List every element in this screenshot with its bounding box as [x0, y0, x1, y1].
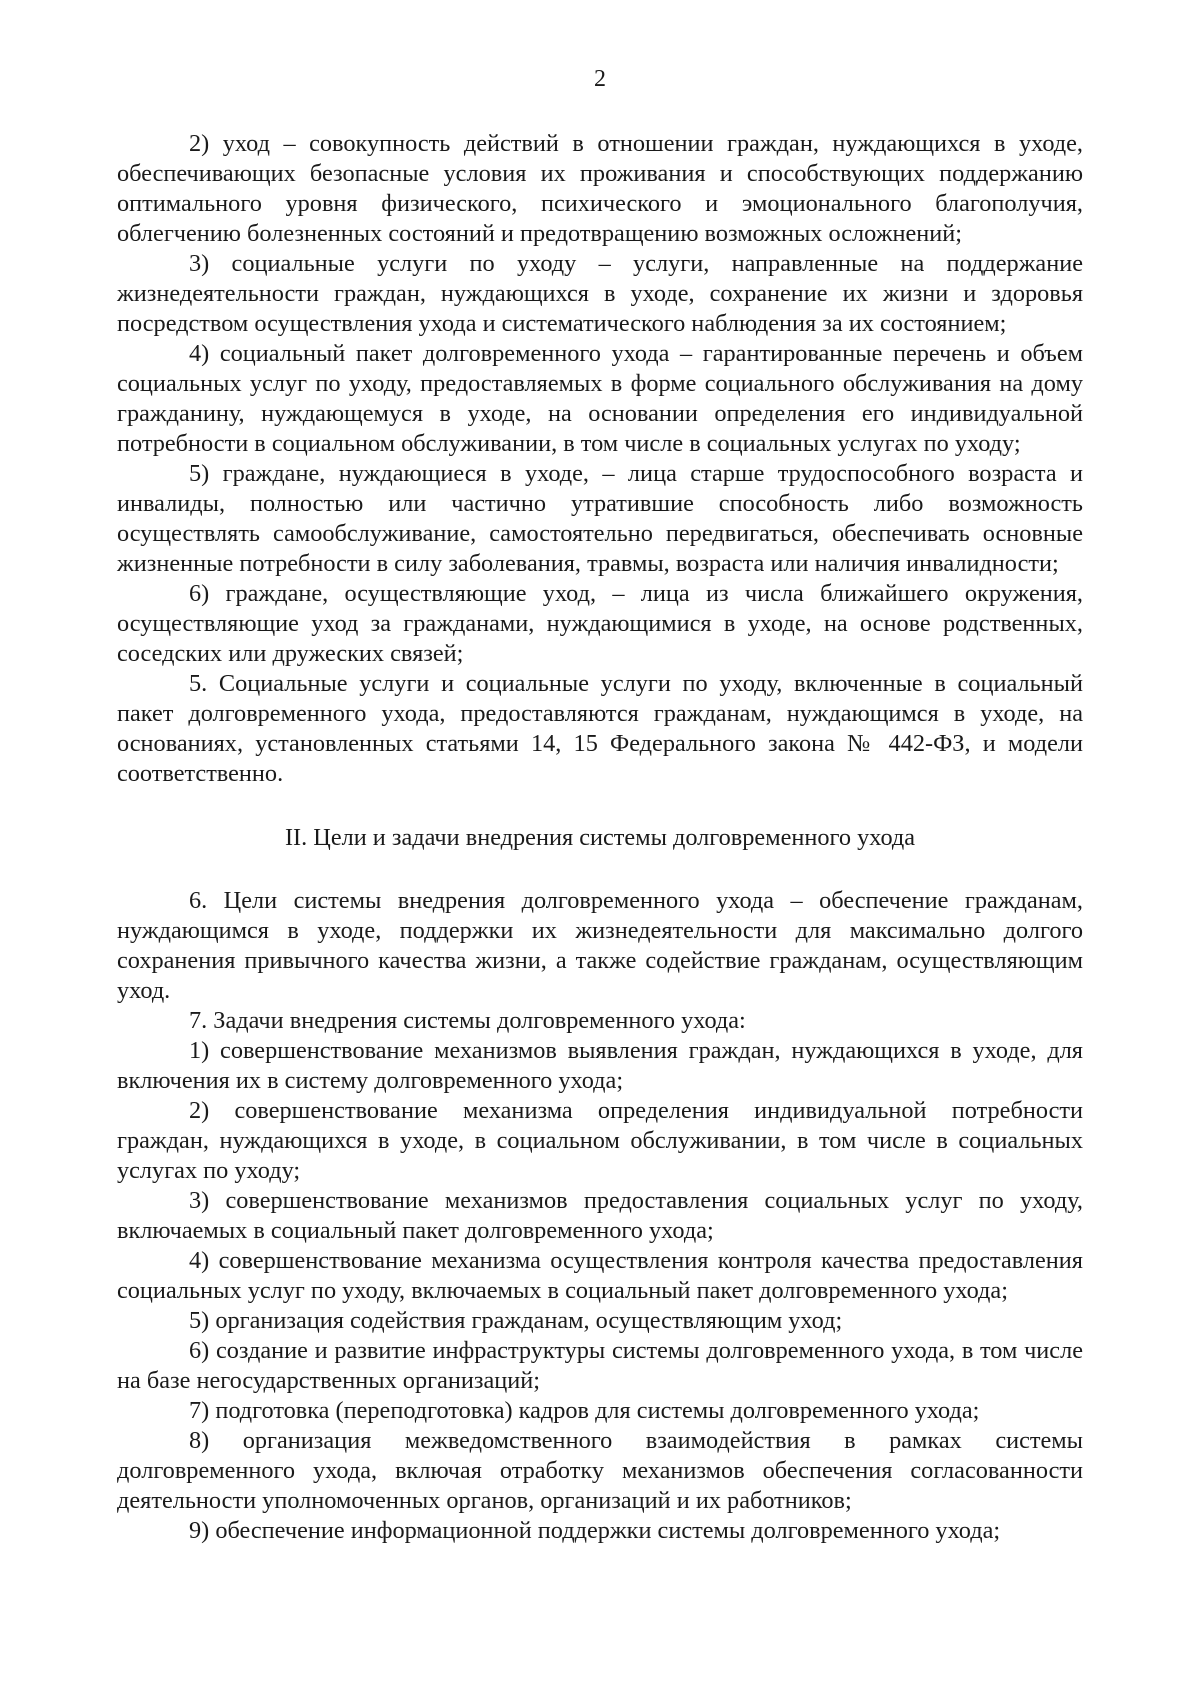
task-item-8: 8) организация межведомственного взаимодействия в рамках системы долговременного ухода, включая отработку механизмов обеспечения согласованности деятельности уполномоченных органов, организаций и их работников; [117, 1427, 1083, 1514]
document-body [117, 129, 1083, 1546]
task-item-6: 6) создание и развитие инфраструктуры системы долговременного ухода, в том числе на базе негосударственных организаций; [117, 1337, 1083, 1394]
task-item-5: 5) организация содействия гражданам, осуществляющим уход; [189, 1307, 843, 1334]
task-item-7: 7) подготовка (переподготовка) кадров для системы долговременного ухода; [189, 1397, 980, 1424]
task-item-3: 3) совершенствование механизмов предоставления социальных услуг по уходу, включаемых в социальный пакет долговременного ухода; [117, 1187, 1083, 1244]
task-item-1: 1) совершенствование механизмов выявления граждан, нуждающихся в уходе, для включения их в систему долговременного ухода; [117, 1037, 1083, 1094]
section-heading: II. Цели и задачи внедрения системы долговременного ухода [284, 824, 916, 851]
task-item-2: 2) совершенствование механизма определения индивидуальной потребности граждан, нуждающихся в уходе, в социальном обслуживании, в том числе в социальных услугах по уходу; [117, 1097, 1083, 1184]
page-number: 2 [594, 66, 606, 92]
definition-item-6: 6) граждане, осуществляющие уход, – лица из числа ближайшего окружения, осуществляющие уход за гражданами, нуждающимися в уходе, на основе родственных, соседских или дружеских связей; [117, 580, 1083, 667]
definition-item-5: 5) граждане, нуждающиеся в уходе, – лица старше трудоспособного возраста и инвалиды, полностью или частично утратившие способность либо возможность осуществлять самообслуживание, самостоятельно передвигаться, обеспечивать основные жизненные потребности в силу заболевания, травмы, возраста или наличия инвалидности; [117, 460, 1083, 577]
definition-item-2: 2) уход – совокупность действий в отношении граждан, нуждающихся в уходе, обеспечивающих безопасные условия их проживания и способствующих поддержанию оптимального уровня физического, психического и эмоционального благополучия, облегчению болезненных состояний и предотвращению возможных осложнений; [117, 130, 1083, 247]
definition-item-4: 4) социальный пакет долговременного ухода – гарантированные перечень и объем социальных услуг по уходу, предоставляемых в форме социального обслуживания на дому гражданину, нуждающемуся в уходе, на основании определения его индивидуальной потребности в социальном обслуживании, в том числе в социальных услугах по уходу; [117, 340, 1083, 457]
clause-5: 5. Социальные услуги и социальные услуги по уходу, включенные в социальный пакет долговременного ухода, предоставляются гражданам, нуждающимся в уходе, на основаниях, установленных статьями 14, 15 Федерального закона № 442-ФЗ, и модели соответственно. [117, 670, 1083, 787]
clause-7: 7. Задачи внедрения системы долговременного ухода: [189, 1007, 746, 1034]
clause-6: 6. Цели системы внедрения долговременного ухода – обеспечение гражданам, нуждающимся в уходе, поддержки их жизнедеятельности для максимально долгого сохранения привычного качества жизни, а также содействие гражданам, осуществляющим уход. [117, 887, 1083, 1004]
task-item-9: 9) обеспечение информационной поддержки системы долговременного ухода; [189, 1517, 1001, 1544]
definition-item-3: 3) социальные услуги по уходу – услуги, направленные на поддержание жизнедеятельности граждан, нуждающихся в уходе, сохранение их жизни и здоровья посредством осуществления ухода и систематического наблюдения за их состоянием; [117, 250, 1083, 337]
task-item-4: 4) совершенствование механизма осуществления контроля качества предоставления социальных услуг по уходу, включаемых в социальный пакет долговременного ухода; [117, 1247, 1083, 1304]
